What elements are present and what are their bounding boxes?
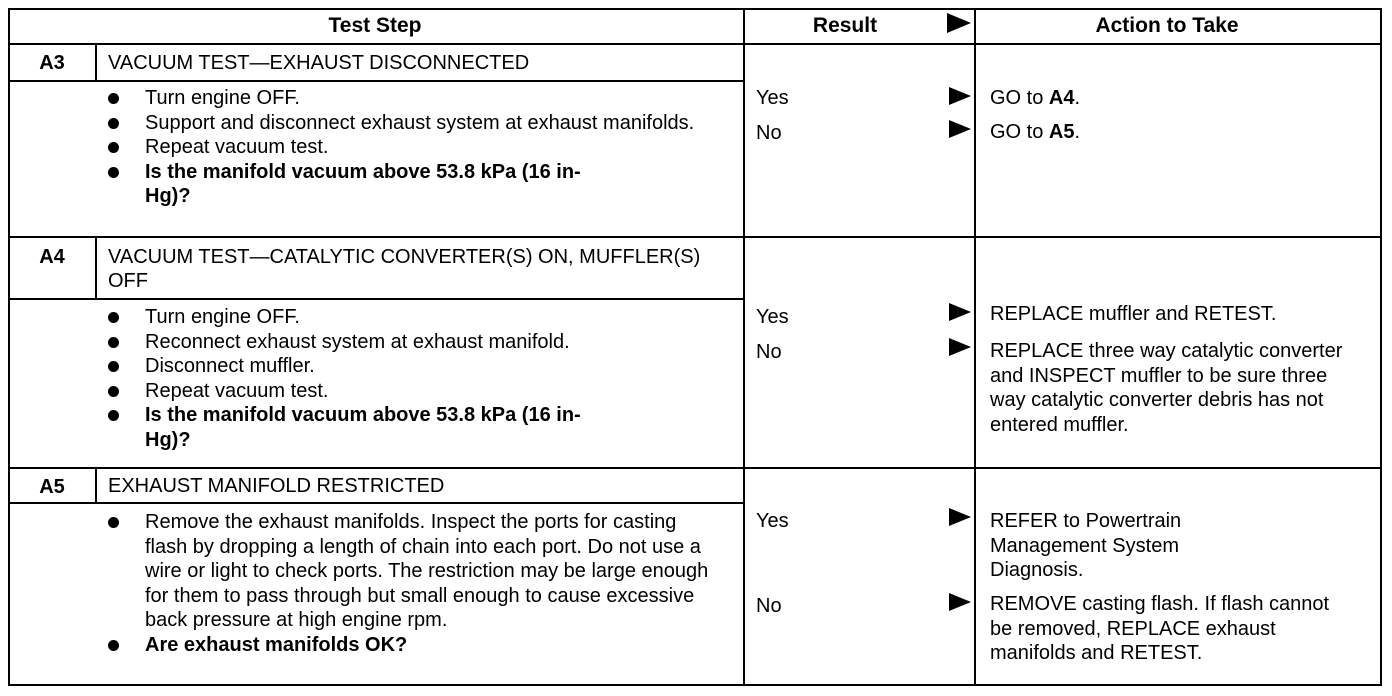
instruction-item: Remove the exhaust manifolds. Inspect the ports for casting flash by dropping a length of chain into each port. Do not use a wire or light to check ports. The restriction may be large enough for them to pass through but small enough to cause excessive back pressure at high engine rpm.	[108, 510, 718, 633]
result-no: No	[756, 122, 782, 144]
a3-row-rule	[8, 236, 1382, 238]
a4-title-rule	[8, 298, 743, 300]
step-title: EXHAUST MANIFOLD RESTRICTED	[108, 475, 445, 497]
header-arrow-icon	[947, 13, 971, 33]
bullet-icon	[108, 640, 119, 651]
header-test-step: Test Step	[328, 14, 422, 37]
step-instructions	[108, 86, 718, 209]
step-title: VACUUM TEST—EXHAUST DISCONNECTED	[108, 52, 530, 74]
arrow-icon	[949, 338, 971, 356]
arrow-icon	[949, 593, 971, 611]
instruction-question: Is the manifold vacuum above 53.8 kPa (16 in-Hg)?	[108, 160, 615, 209]
arrow-icon	[949, 120, 971, 138]
bullet-icon	[108, 312, 119, 323]
bullet-icon	[108, 386, 119, 397]
instruction-item: Turn engine OFF.	[108, 86, 718, 111]
instruction-item: Turn engine OFF.	[108, 305, 718, 330]
action-text: REMOVE casting flash. If flash cannot be removed, REPLACE exhaust manifolds and RETEST.	[990, 593, 1330, 664]
result-yes: Yes	[756, 306, 789, 328]
a3-id-divider	[95, 43, 97, 82]
step-id: A3	[39, 52, 65, 74]
action-text: REPLACE three way catalytic converter and INSPECT muffler to be sure three way catalytic converter debris has not entered muffler.	[990, 340, 1343, 436]
bullet-icon	[108, 142, 119, 153]
bullet-icon	[108, 517, 119, 528]
header-action: Action to Take	[1095, 14, 1239, 37]
step-title: VACUUM TEST—CATALYTIC CONVERTER(S) ON, MUFFLER(S) OFF	[108, 246, 701, 292]
bullet-icon	[108, 93, 119, 104]
action-text: REPLACE muffler and RETEST.	[990, 303, 1277, 325]
step-id: A5	[39, 476, 65, 498]
bullet-icon	[108, 410, 119, 421]
a4-id-divider	[95, 236, 97, 300]
step-instructions	[108, 305, 718, 452]
column-divider-right	[974, 8, 976, 686]
result-no: No	[756, 595, 782, 617]
instruction-item: Repeat vacuum test.	[108, 135, 718, 160]
bullet-icon	[108, 361, 119, 372]
instruction-item: Repeat vacuum test.	[108, 379, 718, 404]
action-text: GO to A5.	[990, 121, 1081, 143]
a5-id-divider	[95, 467, 97, 504]
result-yes: Yes	[756, 87, 789, 109]
a4-row-rule	[8, 467, 1382, 469]
bullet-icon	[108, 167, 119, 178]
arrow-icon	[949, 303, 971, 321]
result-yes: Yes	[756, 510, 789, 532]
instruction-item: Disconnect muffler.	[108, 354, 718, 379]
instruction-item: Reconnect exhaust system at exhaust manifold.	[108, 330, 718, 355]
instruction-question: Is the manifold vacuum above 53.8 kPa (16 in-Hg)?	[108, 403, 615, 452]
a5-title-rule	[8, 502, 743, 504]
a3-title-rule	[8, 80, 743, 82]
step-instructions	[108, 510, 718, 657]
step-id: A4	[39, 246, 65, 268]
result-no: No	[756, 341, 782, 363]
header-result: Result	[812, 14, 878, 37]
bullet-icon	[108, 118, 119, 129]
instruction-item: Support and disconnect exhaust system at exhaust manifolds.	[108, 111, 718, 136]
column-divider-left	[743, 8, 745, 686]
instruction-question: Are exhaust manifolds OK?	[108, 633, 718, 658]
action-text: GO to A4.	[990, 87, 1081, 109]
bullet-icon	[108, 337, 119, 348]
header-rule	[8, 43, 1382, 45]
arrow-icon	[949, 87, 971, 105]
action-text: REFER to Powertrain Management System Diagnosis.	[990, 510, 1182, 581]
arrow-icon	[949, 508, 971, 526]
